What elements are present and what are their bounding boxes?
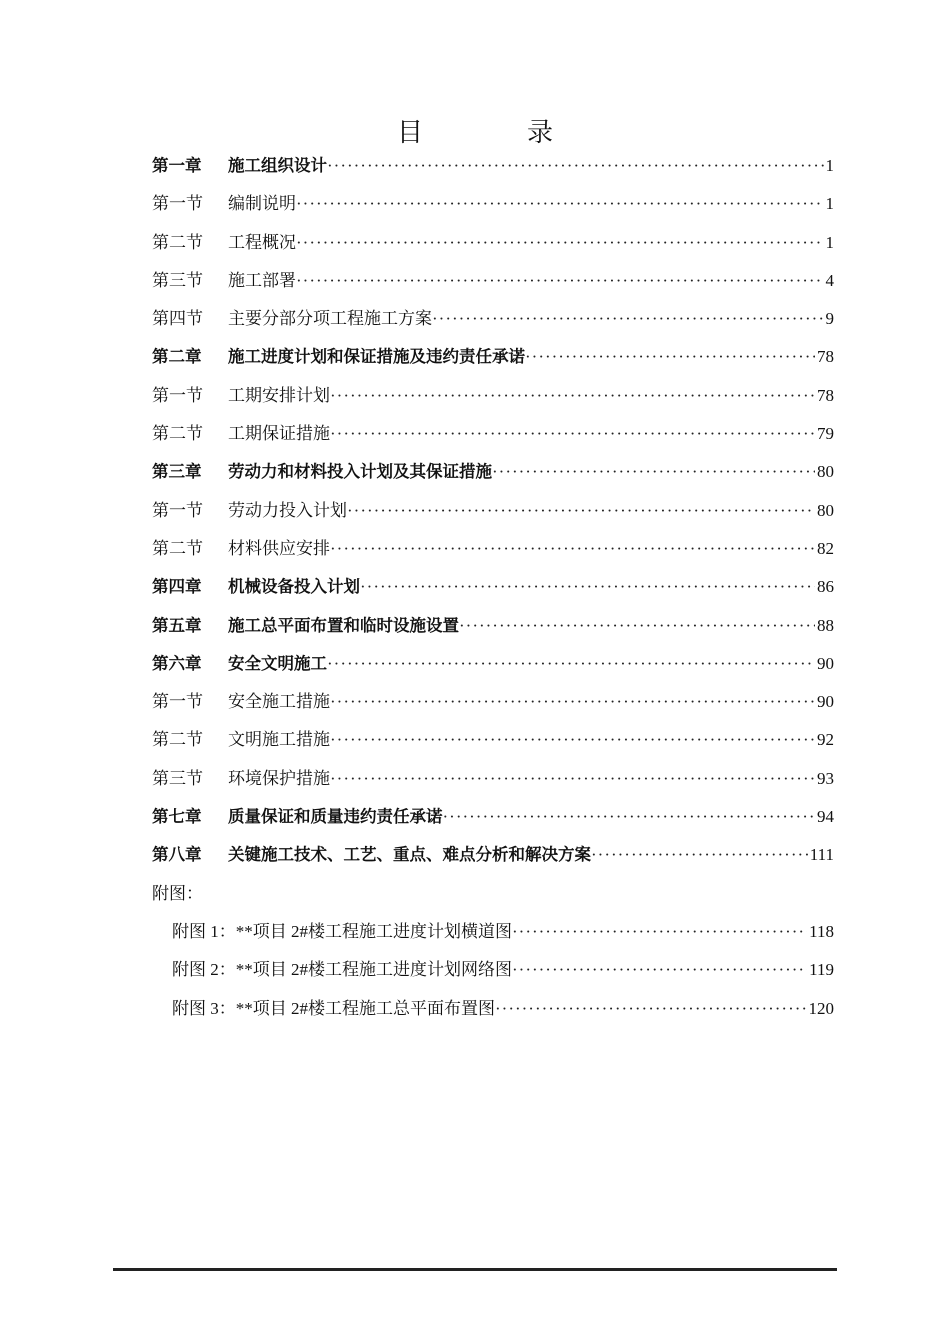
toc-entry-number: 第一节 [152,385,203,405]
dot-leader [296,188,824,220]
appendix-entry[interactable] [152,954,834,992]
toc-chapter-entry[interactable] [152,648,834,686]
toc-entry-page: 80 [817,500,834,520]
toc-entry-number: 第四章 [152,577,202,597]
toc-chapter-entry[interactable] [152,610,834,648]
appendix-entry-page: 118 [809,921,834,941]
toc-entry-number: 第一节 [152,194,203,214]
appendix-entry-page: 119 [809,960,834,980]
toc-section-entry[interactable] [152,763,834,801]
toc-entry-page: 86 [817,577,834,597]
toc-entry-page: 78 [817,385,834,405]
toc-entry-title: 工期保证措施 [228,424,330,444]
toc-entry-page: 90 [817,692,834,712]
toc-entry-title: 材料供应安排 [228,538,330,558]
toc-entry-title: 工期安排计划 [228,385,330,405]
toc-entry-number: 第三节 [152,270,203,290]
dot-leader [330,533,815,565]
toc-entry-title: 施工进度计划和保证措施及违约责任承诺 [228,347,525,367]
toc-entry-title: 工程概况 [228,232,296,252]
toc-entry-number: 第五章 [152,615,202,635]
dot-leader [330,724,815,756]
toc-entry-number: 第二节 [152,538,203,558]
toc-entry-number: 第一章 [152,156,202,175]
toc-section-entry[interactable] [152,418,834,456]
dot-leader [492,456,815,488]
toc-section-entry[interactable] [152,533,834,571]
toc-entry-number: 第七章 [152,807,202,827]
toc-chapter-entry[interactable] [152,571,834,609]
toc-entry-title: 安全文明施工 [228,653,327,673]
toc-entry-title: 施工部署 [228,270,296,290]
dot-leader [432,303,824,335]
dot-leader [330,763,815,795]
dot-leader [512,916,807,948]
toc-entry-title: 劳动力和材料投入计划及其保证措施 [228,462,492,482]
toc-entry-title: 主要分部分项工程施工方案 [228,309,432,329]
appendix-entry[interactable] [152,916,834,954]
appendix-entry-page: 120 [808,998,834,1018]
toc-section-entry[interactable] [152,724,834,762]
appendix-entry-title: 附图 2：**项目 2#楼工程施工进度计划网络图 [172,960,512,980]
toc-entry-page: 80 [817,462,834,482]
dot-leader [327,648,815,680]
page-title [0,112,950,146]
toc-section-entry[interactable] [152,495,834,533]
dot-leader [512,954,807,986]
table-of-contents [152,150,834,1031]
appendix-entry[interactable] [152,993,834,1031]
toc-entry-page: 9 [825,309,834,329]
toc-section-entry[interactable] [152,303,834,341]
toc-entry-page: 94 [817,807,834,827]
toc-section-entry[interactable] [152,686,834,724]
title-char-1: 目 [396,118,475,147]
toc-entry-title: 环境保护措施 [228,768,330,788]
appendix-entries [152,916,834,1031]
toc-section-entry[interactable] [152,265,834,303]
dot-leader [296,227,824,259]
toc-entry-number: 第三章 [152,462,202,482]
toc-entry-title: 文明施工措施 [228,730,330,750]
toc-entry-number: 第六章 [152,653,202,673]
toc-entry-number: 第一节 [152,500,203,520]
toc-entry-number: 第二节 [152,424,203,444]
toc-entry-page: 88 [817,615,834,635]
toc-entry-number: 第一节 [152,692,203,712]
toc-entry-number: 第二节 [152,730,203,750]
toc-entry-title: 安全施工措施 [228,692,330,712]
dot-leader [330,686,815,718]
dot-leader [591,839,808,871]
title-char-2: 录 [527,118,606,147]
toc-entry-page: 111 [809,845,834,865]
toc-entry-title: 关键施工技术、工艺、重点、难点分析和解决方案 [228,845,591,865]
toc-entry-title: 质量保证和质量违约责任承诺 [228,807,443,827]
dot-leader [360,571,815,603]
toc-chapter-entry[interactable] [152,150,834,188]
appendix-heading: 附图： [152,883,203,903]
toc-chapter-entry[interactable] [152,801,834,839]
toc-entries [152,150,834,878]
toc-entry-page: 78 [817,347,834,367]
toc-entry-page: 93 [817,768,834,788]
toc-entry-number: 第八章 [152,845,202,865]
toc-entry-page: 1 [825,232,834,252]
toc-section-entry[interactable] [152,227,834,265]
toc-section-entry[interactable] [152,188,834,226]
toc-entry-page: 4 [825,270,834,290]
toc-chapter-entry[interactable] [152,341,834,379]
dot-leader [330,380,815,412]
toc-entry-title: 机械设备投入计划 [228,577,360,597]
dot-leader [327,150,824,182]
dot-leader [495,993,807,1025]
dot-leader [347,495,815,527]
toc-entry-page: 92 [817,730,834,750]
dot-leader [296,265,824,297]
toc-chapter-entry[interactable] [152,839,834,877]
toc-chapter-entry[interactable] [152,456,834,494]
dot-leader [443,801,816,833]
appendix-entry-title: 附图 3：**项目 2#楼工程施工总平面布置图 [172,998,495,1018]
toc-entry-number: 第三节 [152,768,203,788]
dot-leader [525,341,815,373]
toc-entry-title: 劳动力投入计划 [228,500,347,520]
toc-entry-number: 第二章 [152,347,202,367]
toc-entry-title: 施工组织设计 [228,156,327,175]
toc-entry-page: 1 [825,156,834,175]
toc-entry-title: 施工总平面布置和临时设施设置 [228,615,459,635]
toc-entry-title: 编制说明 [228,194,296,214]
appendix-entry-title: 附图 1：**项目 2#楼工程施工进度计划横道图 [172,921,512,941]
toc-entry-number: 第二节 [152,232,203,252]
toc-entry-number: 第四节 [152,309,203,329]
toc-section-entry[interactable] [152,380,834,418]
toc-entry-page: 1 [825,194,834,214]
footer-rule [113,1268,837,1271]
dot-leader [459,610,815,642]
dot-leader [330,418,815,450]
toc-entry-page: 79 [817,424,834,444]
toc-entry-page: 90 [817,653,834,673]
toc-entry-page: 82 [817,538,834,558]
